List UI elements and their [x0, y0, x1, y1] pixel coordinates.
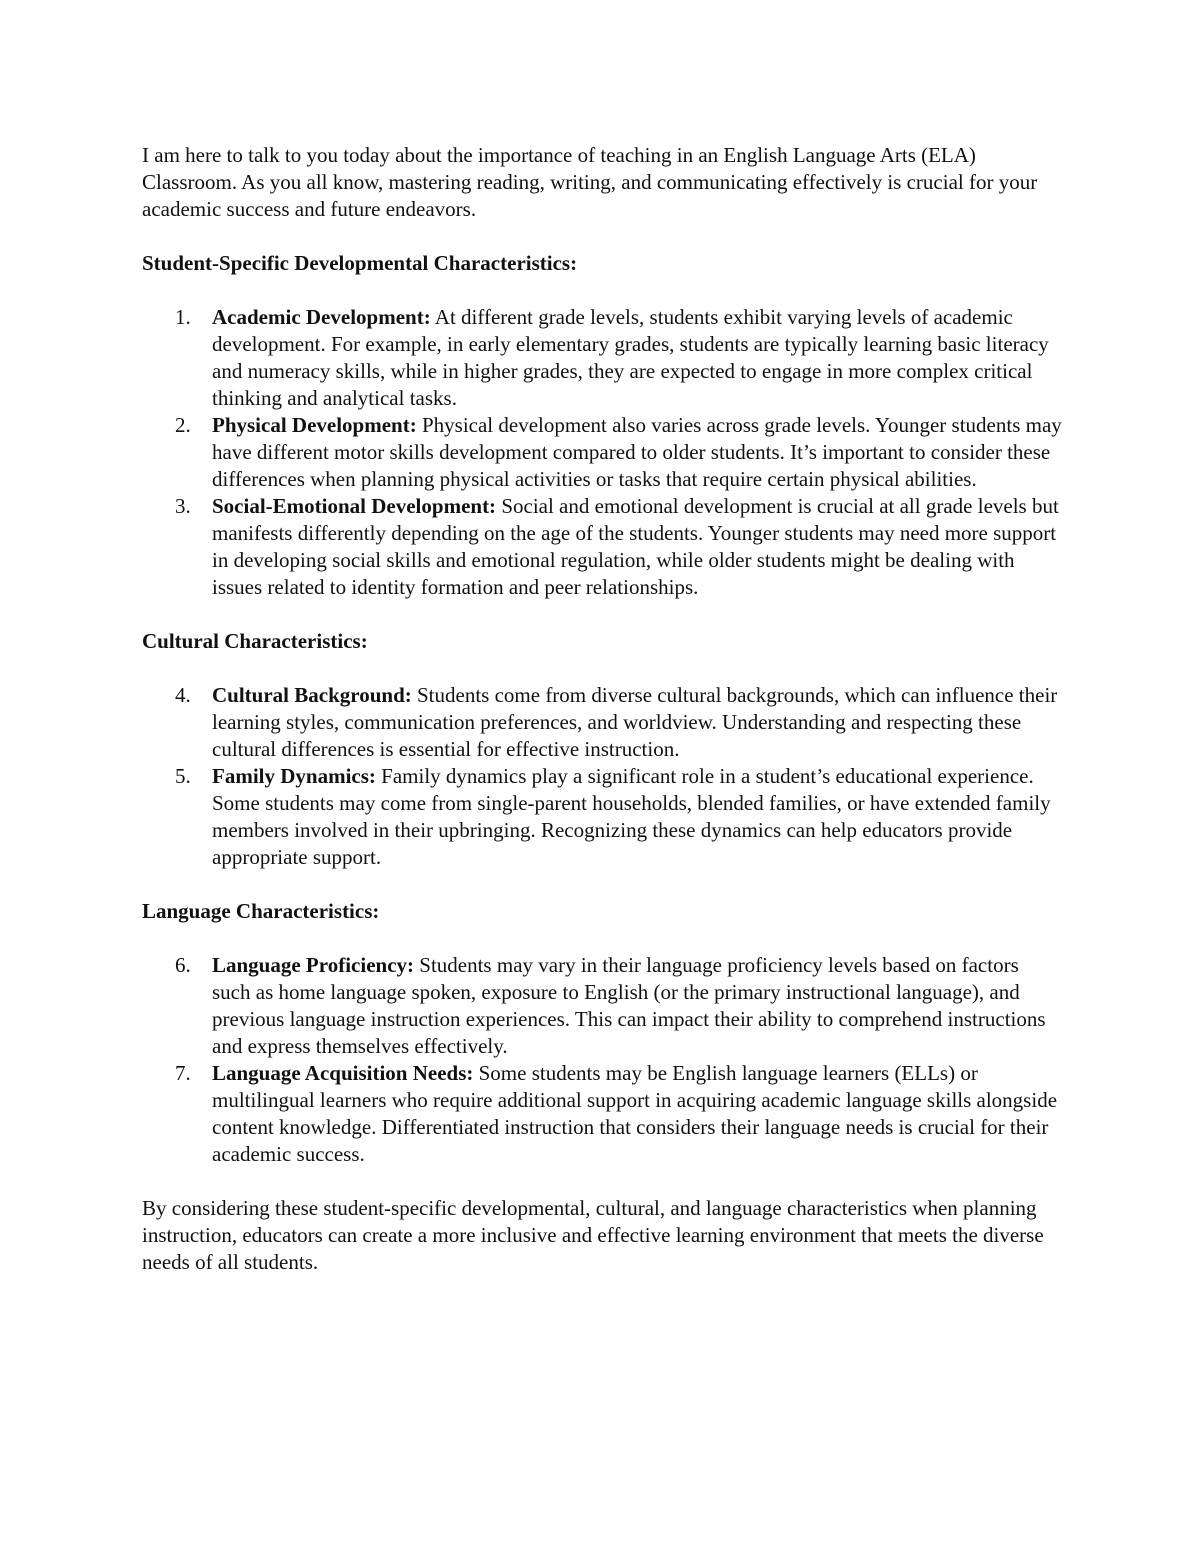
list-item [142, 682, 1062, 763]
list-item-term: Language Proficiency: [212, 953, 415, 977]
list-item-number: 2. [175, 413, 191, 437]
list-item-number: 6. [175, 953, 191, 977]
list-item-term: Family Dynamics: [212, 764, 376, 788]
list-item-text: Physical development also varies across grade levels. Younger students may have different motor skills development compared to older students. It’s important to consider these differences when planning physical activities or tasks that require certain physical abilities. [212, 413, 1062, 491]
list-item-term: Language Acquisition Needs: [212, 1061, 474, 1085]
list-item-text: Social and emotional development is crucial at all grade levels but manifests differently depending on the age of the students. Younger students may need more support in developing social skills and emotional regulation, while older students might be dealing with issues related to identity formation and peer relationships. [212, 494, 1059, 599]
list-item-term: Physical Development: [212, 413, 417, 437]
section-heading-language: Language Characteristics: [142, 899, 380, 923]
list-item [142, 952, 1062, 1060]
list-item [142, 763, 1062, 871]
list-item [142, 1060, 1062, 1168]
language-list [142, 952, 1062, 1168]
list-item-term: Academic Development: [212, 305, 431, 329]
section-heading-cultural: Cultural Characteristics: [142, 629, 368, 653]
list-item [142, 304, 1062, 412]
list-item-text: Family dynamics play a significant role in a student’s educational experience. Some students may come from single-parent households, blended families, or have extended family members involved in their upbringing. Recognizing these dynamics can help educators provide appropriate support. [212, 764, 1051, 869]
list-item [142, 412, 1062, 493]
conclusion-paragraph: By considering these student-specific developmental, cultural, and language characteristics when planning instruction, educators can create a more inclusive and effective learning environment that meets the diverse needs of all students. [142, 1196, 1044, 1274]
list-item [142, 493, 1062, 601]
cultural-list [142, 682, 1062, 871]
list-item-number: 5. [175, 764, 191, 788]
list-item-number: 1. [175, 305, 191, 329]
list-item-number: 7. [175, 1061, 191, 1085]
list-item-term: Social-Emotional Development: [212, 494, 497, 518]
list-item-text: Students may vary in their language proficiency levels based on factors such as home language spoken, exposure to English (or the primary instructional language), and previous language instruction experiences. This can impact their ability to comprehend instructions and express themselves effectively. [212, 953, 1046, 1058]
list-item-text: At different grade levels, students exhibit varying levels of academic development. For example, in early elementary grades, students are typically learning basic literacy and numeracy skills, while in higher grades, they are expected to engage in more complex critical thinking and analytical tasks. [212, 305, 1049, 410]
intro-paragraph: I am here to talk to you today about the importance of teaching in an English Language Arts (ELA) Classroom. As you all know, mastering reading, writing, and communicating effectively is crucial for your academic success and future endeavors. [142, 143, 1038, 221]
list-item-number: 4. [175, 683, 191, 707]
section-heading-developmental: Student-Specific Developmental Characteristics: [142, 251, 578, 275]
list-item-number: 3. [175, 494, 191, 518]
developmental-list [142, 304, 1062, 601]
document-body [142, 142, 1062, 1276]
list-item-text: Students come from diverse cultural backgrounds, which can influence their learning styles, communication preferences, and worldview. Understanding and respecting these cultural differences is essential for effective instruction. [212, 683, 1058, 761]
list-item-term: Cultural Background: [212, 683, 412, 707]
list-item-text: Some students may be English language learners (ELLs) or multilingual learners who require additional support in acquiring academic language skills alongside content knowledge. Differentiated instruction that considers their language needs is crucial for their academic success. [212, 1061, 1058, 1166]
